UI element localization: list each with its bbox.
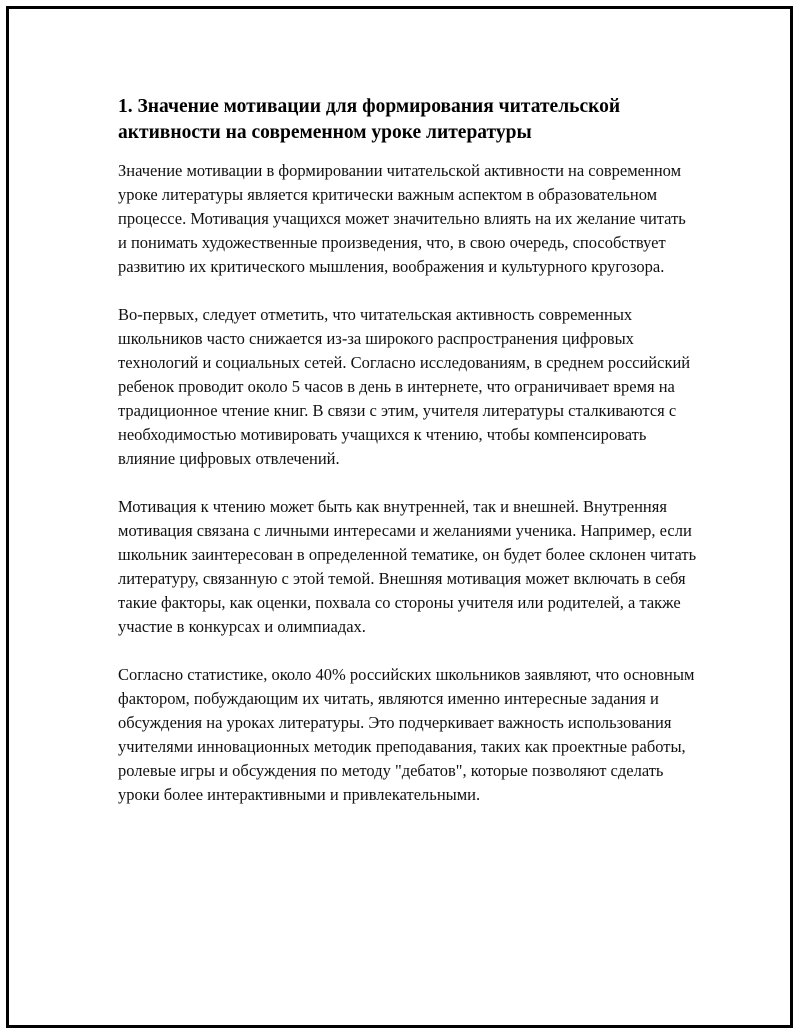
paragraph-digital-technologies: Во-первых, следует отметить, что читательская активность современных школьников часто снижается из-за широкого распространения цифровых технологий и социальных сетей. Согласно исследованиям, в среднем российский ребенок проводит около 5 часов в день в интернете, что ограничивает время на традиционное чтение книг. В связи с этим, учителя литературы сталкиваются с необходимостью мотивировать учащихся к чтению, чтобы компенсировать влияние цифровых отвлечений. bbox=[118, 305, 691, 468]
paragraph-intro: Значение мотивации в формировании читательской активности на современном уроке литературы является критически важным аспектом в образовательном процессе. Мотивация учащихся может значительно влиять на их желание читать и понимать художественные произведения, что, в свою очередь, способствует развитию их критического мышления, воображения и культурного кругозора. bbox=[118, 161, 686, 276]
paragraph-motivation-types: Мотивация к чтению может быть как внутренней, так и внешней. Внутренняя мотивация связана с личными интересами и желаниями ученика. Например, если школьник заинтересован в определенной тематике, он будет более склонен читать литературу, связанную с этой темой. Внешняя мотивация может включать в себя такие факторы, как оценки, похвала со стороны учителя или родителей, а также участие в конкурсах и олимпиадах. bbox=[118, 497, 697, 636]
document-body bbox=[118, 94, 698, 831]
section-heading: 1. Значение мотивации для формирования читательской активности на современном уроке литературы bbox=[118, 96, 621, 143]
paragraph-statistics: Согласно статистике, около 40% российских школьников заявляют, что основным фактором, побуждающим их читать, являются именно интересные задания и обсуждения на уроках литературы. Это подчеркивает важность использования учителями инновационных методик преподавания, таких как проектные работы, ролевые игры и обсуждения по методу "дебатов", которые позволяют сделать уроки более интерактивными и привлекательными. bbox=[118, 665, 695, 804]
